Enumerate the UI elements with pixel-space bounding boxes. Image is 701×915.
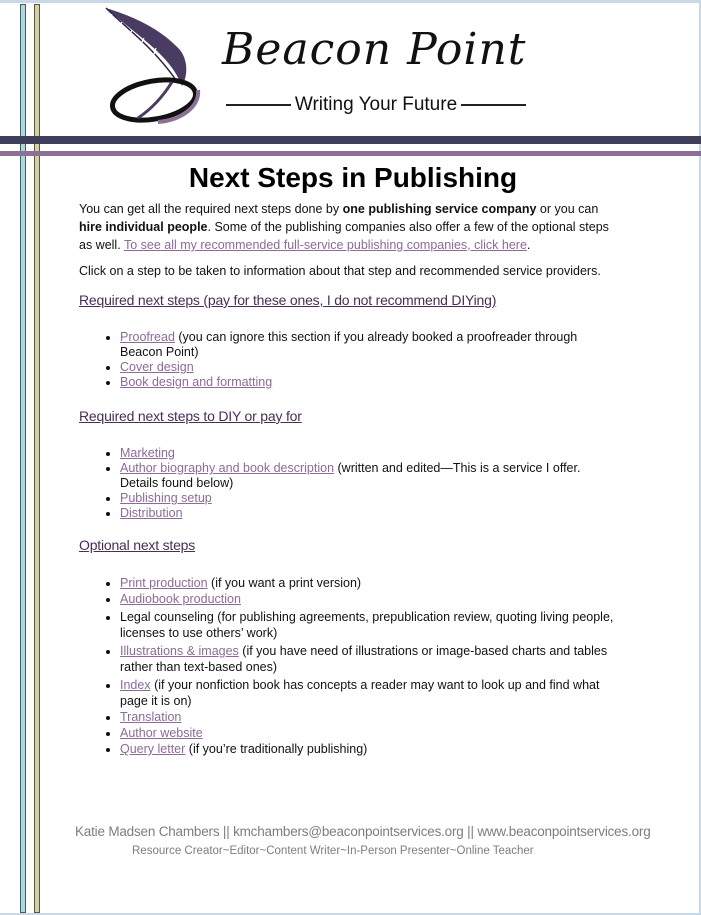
optional-steps-list	[79, 575, 619, 757]
book-design-link[interactable]: Book design and formatting	[120, 375, 273, 389]
intro-bold-2: hire individual people	[79, 220, 208, 234]
list-item	[120, 575, 619, 591]
marketing-link[interactable]: Marketing	[120, 446, 175, 460]
list-item-text: (if you want a print version)	[207, 576, 362, 590]
list-item	[120, 330, 619, 360]
legal-counseling-text: Legal counseling (for publishing agreements, prepublication review, quoting living people, licenses to use others’ work)	[120, 610, 614, 640]
list-item-text: (if your nonfiction book has concepts a reader may want to look up and find what page it is on)	[120, 678, 600, 708]
list-item-text: (if you’re traditionally publishing)	[185, 742, 368, 756]
list-item	[120, 591, 619, 607]
list-item-text: (you can ignore this section if you already booked a proofreader through Beacon Point)	[120, 330, 578, 359]
publishing-setup-link[interactable]: Publishing setup	[120, 491, 212, 505]
footer-contact: Katie Madsen Chambers || kmchambers@beaconpointservices.org || www.beaconpointservices.org	[75, 824, 651, 839]
intro-text-2: or you can	[536, 202, 599, 216]
page-border-top	[0, 0, 701, 3]
index-link[interactable]: Index	[120, 678, 151, 692]
intro-bold-1: one publishing service company	[342, 202, 537, 216]
list-item	[120, 375, 619, 390]
proofread-link[interactable]: Proofread	[120, 330, 175, 344]
list-item	[120, 677, 619, 709]
full-service-companies-link[interactable]: To see all my recommended full-service publishing companies, click here	[123, 238, 527, 252]
tagline: Writing Your Future	[294, 94, 458, 115]
illustrations-link[interactable]: Illustrations & images	[120, 644, 239, 658]
instruction-paragraph: Click on a step to be taken to information about that step and recommended service providers.	[79, 264, 601, 278]
list-item	[120, 725, 619, 741]
list-item	[120, 506, 619, 521]
tagline-row	[226, 92, 526, 118]
cover-design-link[interactable]: Cover design	[120, 360, 194, 374]
section-heading-required: Required next steps (pay for these ones, I do not recommend DIYing)	[79, 292, 497, 308]
tagline-rule-right	[461, 104, 526, 106]
diy-steps-list	[79, 446, 619, 521]
page-title: Next Steps in Publishing	[188, 162, 518, 193]
intro-text-4: .	[526, 238, 531, 252]
list-item	[120, 741, 619, 757]
list-item	[120, 491, 619, 506]
list-item	[120, 360, 619, 375]
brand-name: Beacon Point	[222, 24, 527, 75]
header-band-dark	[0, 136, 701, 144]
section-heading-diy: Required next steps to DIY or pay for	[79, 408, 302, 424]
document-body	[79, 160, 619, 757]
intro-text-3: . Some of the publishing companies also offer a few of the optional steps as well.	[79, 220, 609, 252]
section-heading-optional: Optional next steps	[79, 537, 196, 553]
list-item	[120, 446, 619, 461]
list-item	[120, 609, 619, 641]
list-item-text: (written and edited—This is a service I offer. Details found below)	[120, 461, 581, 490]
list-item-text: (if you have need of illustrations or image-based charts and tables rather than text-based ones)	[120, 644, 608, 674]
intro-text-1: You can get all the required next steps done by	[79, 202, 343, 216]
list-item	[120, 461, 619, 491]
audiobook-link[interactable]: Audiobook production	[120, 592, 241, 606]
author-bio-link[interactable]: Author biography and book description	[120, 461, 335, 475]
header-band-mauve	[0, 151, 701, 156]
print-production-link[interactable]: Print production	[120, 576, 208, 590]
list-item	[120, 709, 619, 725]
required-steps-list	[79, 330, 619, 390]
list-item	[120, 643, 619, 675]
author-website-link[interactable]: Author website	[120, 726, 203, 740]
translation-link[interactable]: Translation	[120, 710, 182, 724]
query-letter-link[interactable]: Query letter	[120, 742, 186, 756]
tagline-rule-left	[226, 104, 291, 106]
distribution-link[interactable]: Distribution	[120, 506, 183, 520]
intro-paragraph	[79, 200, 619, 254]
footer-services: Resource Creator~Editor~Content Writer~In-Person Presenter~Online Teacher	[132, 845, 534, 857]
quill-ink-logo-icon	[102, 6, 202, 124]
